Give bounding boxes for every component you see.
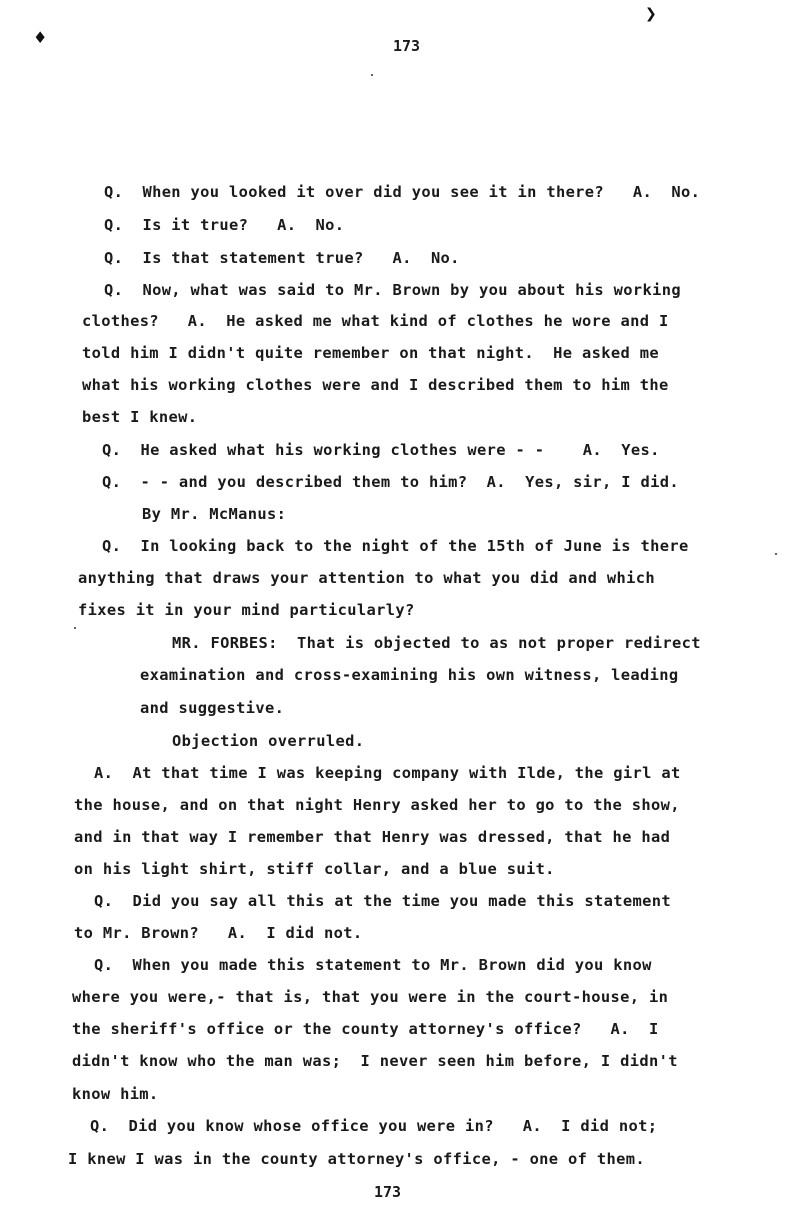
transcript-line: fixes it in your mind particularly? [78, 601, 415, 619]
transcript-line: best I knew. [82, 408, 198, 426]
transcript-line: Q. He asked what his working clothes were - - A. Yes. [102, 441, 660, 459]
margin-mark-left: ♦ [33, 28, 48, 47]
transcript-line: Objection overruled. [172, 732, 365, 750]
transcript-line: Q. Now, what was said to Mr. Brown by you about his working [104, 281, 681, 299]
transcript-line: told him I didn't quite remember on that night. He asked me [82, 344, 659, 362]
transcript-line: know him. [72, 1085, 159, 1103]
transcript-line: Q. When you made this statement to Mr. Brown did you know [94, 956, 652, 974]
transcript-line: anything that draws your attention to what you did and which [78, 569, 655, 587]
transcript-line: the house, and on that night Henry asked her to go to the show, [74, 796, 680, 814]
transcript-line: didn't know who the man was; I never seen him before, I didn't [72, 1052, 678, 1070]
transcript-line: and in that way I remember that Henry was dressed, that he had [74, 828, 671, 846]
transcript-line: Q. Did you say all this at the time you made this statement [94, 892, 671, 910]
transcript-line: and suggestive. [140, 699, 285, 717]
transcript-line: what his working clothes were and I described them to him the [82, 376, 669, 394]
transcript-line: A. At that time I was keeping company with Ilde, the girl at [94, 764, 681, 782]
transcript-line: clothes? A. He asked me what kind of clothes he wore and I [82, 312, 669, 330]
transcript-line: MR. FORBES: That is objected to as not proper redirect [172, 634, 701, 652]
scan-speck [74, 627, 76, 629]
transcript-line: Q. - - and you described them to him? A. Yes, sir, I did. [102, 473, 679, 491]
transcript-line: Q. Did you know whose office you were in? A. I did not; [90, 1117, 658, 1135]
transcript-line: examination and cross-examining his own witness, leading [140, 666, 679, 684]
transcript-line: Q. Is that statement true? A. No. [104, 249, 460, 267]
page-number-top: 173 [393, 37, 421, 55]
transcript-line: Q. In looking back to the night of the 15th of June is there [102, 537, 689, 555]
page-number-bottom: 173 [374, 1183, 402, 1201]
transcript-line: where you were,- that is, that you were in the court-house, in [72, 988, 669, 1006]
transcript-line: I knew I was in the county attorney's office, - one of them. [68, 1150, 645, 1168]
transcript-line: on his light shirt, stiff collar, and a blue suit. [74, 860, 555, 878]
scan-speck [371, 74, 373, 76]
transcript-line: to Mr. Brown? A. I did not. [74, 924, 363, 942]
transcript-line: Q. Is it true? A. No. [104, 216, 345, 234]
margin-mark-right: ❯ [645, 6, 657, 22]
scan-speck [775, 553, 777, 555]
transcript-line: Q. When you looked it over did you see it in there? A. No. [104, 183, 701, 201]
transcript-line: By Mr. McManus: [142, 505, 287, 523]
transcript-line: the sheriff's office or the county attorney's office? A. I [72, 1020, 659, 1038]
